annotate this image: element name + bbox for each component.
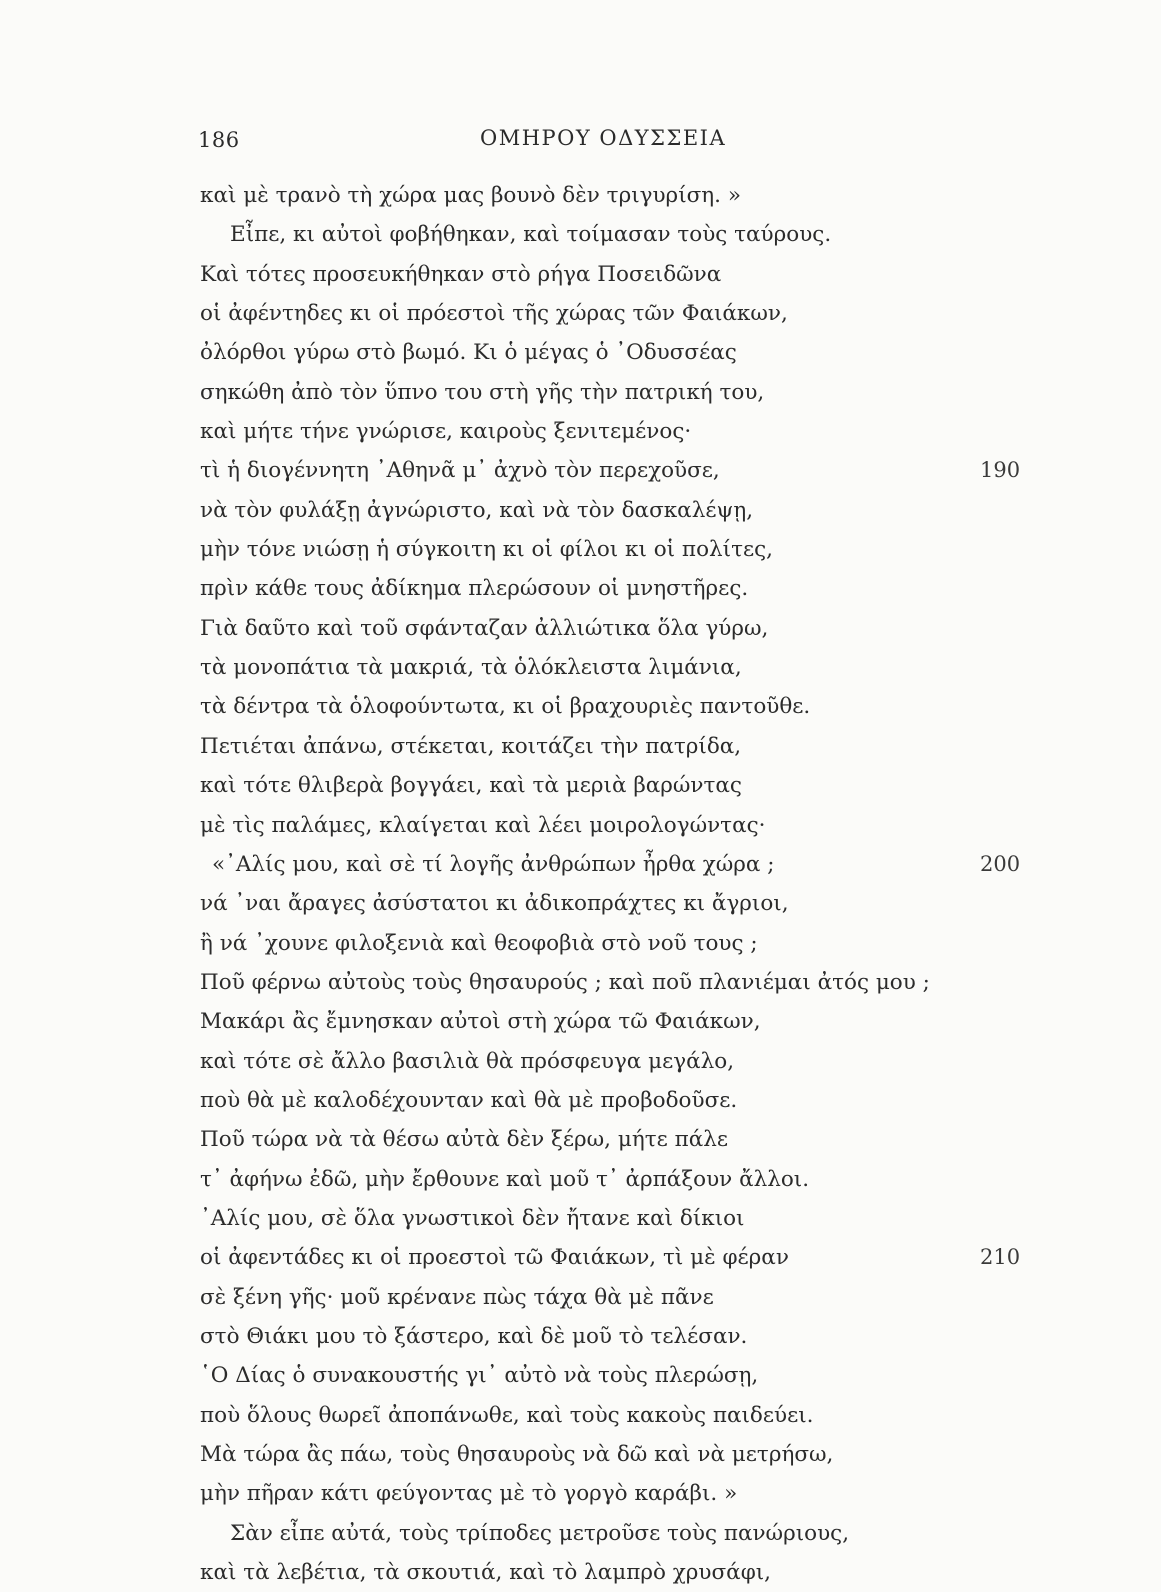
verse-text: τὰ δέντρα τὰ ὁλοφούντωτα, κι οἱ βραχουριὲς παντοῦθε. (200, 694, 811, 720)
verse-text: μὴν πῆραν κάτι φεύγοντας μὲ τὸ γοργὸ καράβι. » (200, 1481, 738, 1507)
verse-line (200, 255, 900, 294)
verse-line (200, 963, 930, 1002)
verse-text: μὴν τόνε νιώσῃ ἡ σύγκοιτη κι οἱ φίλοι κι οἱ πολίτες, (200, 537, 773, 563)
verse-text: ἢ νά ᾽χουνε φιλοξενιὰ καὶ θεοφοβιὰ στὸ νοῦ τους ; (200, 930, 758, 956)
verse-text: καὶ τότε σὲ ἄλλο βασιλιὰ θὰ πρόσφευγα μεγάλο, (200, 1048, 735, 1074)
verse-text: μὲ τὶς παλάμες, κλαίγεται καὶ λέει μοιρολογώντας· (200, 812, 766, 838)
verse-text: νὰ τὸν φυλάξῃ ἀγνώριστο, καὶ νὰ τὸν δασκαλέψῃ, (200, 497, 754, 523)
verse-text: σὲ ξένη γῆς· μοῦ κρένανε πὼς τάχα θὰ μὲ πᾶνε (200, 1284, 714, 1310)
verse-text: Ποῦ τώρα νὰ τὰ θέσω αὐτὰ δὲν ξέρω, μήτε πάλε (200, 1127, 728, 1153)
verse-line (200, 215, 900, 254)
verse-line (200, 1514, 900, 1553)
verse-line (200, 806, 900, 845)
verse-line (200, 1160, 900, 1199)
verse-text: οἱ ἀφεντάδες κι οἱ προεστοὶ τῶ Φαιάκων, τὶ μὲ φέραν (200, 1245, 789, 1271)
page-number: 186 (198, 128, 240, 152)
verse-line (200, 1278, 900, 1317)
verse-line (200, 451, 1021, 490)
verse-line (200, 884, 900, 923)
verse-line (200, 294, 900, 333)
verse-line (200, 1081, 900, 1120)
verse-text: Πετιέται ἀπάνω, στέκεται, κοιτάζει τὴν πατρίδα, (200, 733, 742, 759)
verse-line (200, 609, 900, 648)
verse-text: Σὰν εἶπε αὐτά, τοὺς τρίποδες μετροῦσε τοὺς πανώριους, (230, 1520, 850, 1546)
verse-text: καὶ τὰ λεβέτια, τὰ σκουτιά, καὶ τὸ λαμπρὸ χρυσάφι, (200, 1560, 772, 1586)
verse-line (200, 1435, 900, 1474)
verse-line (200, 1317, 900, 1356)
verse-text: Εἶπε, κι αὐτοὶ φοβήθηκαν, καὶ τοίμασαν τοὺς ταύρους. (230, 222, 832, 248)
verse-text: σηκώθη ἀπὸ τὸν ὕπνο του στὴ γῆς τὴν πατρική του, (200, 379, 765, 405)
verse-text: ῾Ο Δίας ὁ συνακουστής γι᾽ αὐτὸ νὰ τοὺς πλερώσῃ, (200, 1363, 759, 1389)
verse-line (200, 1396, 900, 1435)
verse-text: Γιὰ δαῦτο καὶ τοῦ σφάνταζαν ἀλλιώτικα ὅλα γύρω, (200, 615, 769, 641)
verse-text: ποὺ θὰ μὲ καλοδέχουνταν καὶ θὰ μὲ προβοδοῦσε. (200, 1087, 738, 1113)
verse-text: Καὶ τότες προσευκήθηκαν στὸ ρήγα Ποσειδῶνα (200, 261, 722, 287)
verse-line (200, 727, 900, 766)
verse-line (200, 530, 900, 569)
line-number: 200 (980, 851, 1021, 876)
verse-text: καὶ μὲ τρανὸ τὴ χώρα μας βουνὸ δὲν τριγυρίση. » (200, 183, 742, 208)
verse-text: Μακάρι ἂς ἔμνησκαν αὐτοὶ στὴ χώρα τῶ Φαιάκων, (200, 1009, 761, 1035)
verse-text: «᾽Αλίς μου, καὶ σὲ τί λογῆς ἀνθρώπων ἦρθα χώρα ; (212, 851, 775, 877)
verse-line (200, 1474, 900, 1513)
verse-text: νά ᾽ναι ἄραγες ἀσύστατοι κι ἀδικοπράχτες κι ἄγριοι, (200, 891, 789, 917)
verse-text: Ποῦ φέρνω αὐτοὺς τοὺς θησαυρούς ; καὶ ποῦ πλανιέμαι ἀτός μου ; (200, 969, 930, 995)
verse-line (200, 176, 900, 215)
verse-text: τ᾽ ἀφήνω ἐδῶ, μὴν ἔρθουνε καὶ μοῦ τ᾽ ἀρπάξουν ἄλλοι. (200, 1166, 810, 1192)
verse-text: ᾽Αλίς μου, σὲ ὅλα γνωστικοὶ δὲν ἤτανε καὶ δίκιοι (200, 1205, 745, 1231)
verse-line (200, 569, 900, 608)
verse-line (200, 412, 900, 451)
verse-text: ὀλόρθοι γύρω στὸ βωμό. Κι ὁ μέγας ὁ ᾽Οδυσσέας (200, 340, 737, 366)
verse-line (200, 1120, 900, 1159)
verse-line (200, 845, 1021, 884)
verse-line (200, 373, 900, 412)
verse-line (200, 491, 900, 530)
verse-text: ποὺ ὅλους θωρεῖ ἀποπάνωθε, καὶ τοὺς κακοὺς παιδεύει. (200, 1402, 814, 1428)
verse-line (200, 648, 900, 687)
verse-line (200, 333, 900, 372)
verse-line (200, 1042, 900, 1081)
verse-text: καὶ μήτε τήνε γνώρισε, καιροὺς ξενιτεμένος· (200, 419, 692, 445)
verse-text: τὶ ἡ διογέννητη ᾽Αθηνᾶ μ᾽ ἀχνὸ τὸν περεχοῦσε, (200, 458, 720, 484)
verse-text: πρὶν κάθε τους ἀδίκημα πλερώσουν οἱ μνηστῆρες. (200, 576, 749, 602)
running-title: ΟΜΗΡΟΥ ΟΔΥΣΣΕΙΑ (480, 126, 727, 150)
verse-text: καὶ τότε θλιβερὰ βογγάει, καὶ τὰ μεριὰ βαρώντας (200, 773, 742, 799)
verse-text: Μὰ τώρα ἂς πάω, τοὺς θησαυροὺς νὰ δῶ καὶ νὰ μετρήσω, (200, 1442, 834, 1467)
verse-block (200, 176, 1021, 1592)
verse-line (200, 1002, 900, 1041)
verse-text: στὸ Θιάκι μου τὸ ξάστερο, καὶ δὲ μοῦ τὸ τελέσαν. (200, 1323, 748, 1349)
verse-text: οἱ ἀφέντηδες κι οἱ πρόεστοὶ τῆς χώρας τῶν Φαιάκων, (200, 301, 788, 327)
verse-text: τὰ μονοπάτια τὰ μακριά, τὰ ὁλόκλειστα λιμάνια, (200, 655, 742, 681)
verse-line (200, 1356, 900, 1395)
line-number: 210 (980, 1245, 1021, 1270)
verse-line (200, 1238, 1021, 1277)
verse-line (200, 1199, 900, 1238)
verse-line (200, 924, 900, 963)
verse-line (200, 766, 900, 805)
verse-line (200, 1553, 900, 1592)
verse-line (200, 687, 900, 726)
line-number: 190 (980, 458, 1021, 483)
